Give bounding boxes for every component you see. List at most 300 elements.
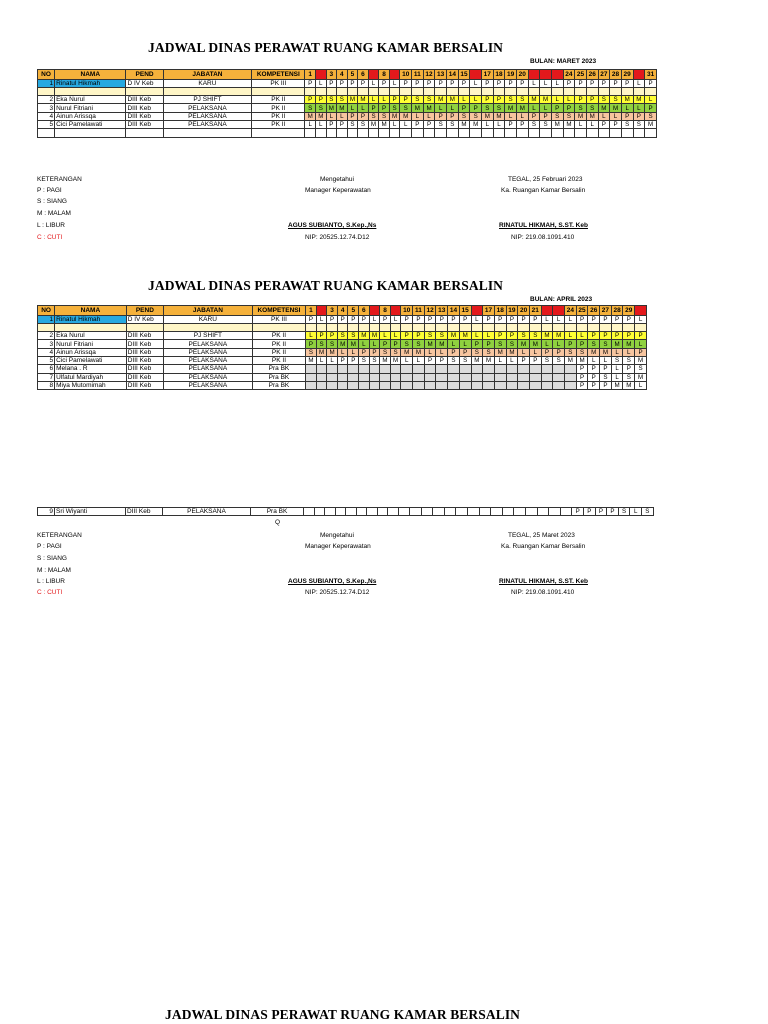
schedule1-title: JADWAL DINAS PERAWAT RUANG KAMAR BERSALIN (148, 40, 504, 55)
empty-cell (506, 323, 518, 331)
shift-cell: P (623, 332, 635, 340)
shift-cell: S (447, 120, 459, 128)
shift-cell (494, 365, 506, 373)
shift-cell: L (380, 332, 391, 340)
shift-cell: S (459, 356, 471, 364)
empty-cell (337, 129, 348, 137)
shift-cell: M (623, 381, 635, 389)
header-day: 13 (436, 306, 448, 316)
empty-cell (390, 323, 401, 331)
header-no: NO (38, 306, 55, 316)
row-number: 1 (38, 79, 55, 87)
header-day: 24 (565, 306, 577, 316)
shift-cell: L (621, 104, 633, 112)
shift-cell: P (306, 315, 317, 323)
shift-cell: S (448, 356, 460, 364)
shift-cell: S (305, 104, 316, 112)
shift-cell: P (400, 96, 412, 104)
table-row (38, 356, 647, 364)
shift-cell: S (423, 96, 435, 104)
shift-cell: P (305, 96, 316, 104)
shift-cell: P (600, 365, 612, 373)
empty-cell (610, 129, 622, 137)
schedule2-month: BULAN: APRIL 2023 (530, 296, 593, 303)
shift-cell (491, 508, 503, 516)
row-number: 7 (38, 373, 55, 381)
shift-cell: P (436, 356, 448, 364)
shift-cell (459, 373, 471, 381)
education: DIII Keb (126, 340, 163, 348)
empty-cell (305, 87, 316, 95)
shift-cell: P (379, 79, 390, 87)
shift-cell (433, 508, 445, 516)
shift-cell: P (584, 508, 596, 516)
shift-cell: L (390, 315, 401, 323)
shift-cell: L (316, 120, 327, 128)
empty-cell (359, 323, 370, 331)
competency: PK III (252, 79, 305, 87)
shift-cell: L (337, 112, 348, 120)
nurse-name: Melana . R (55, 365, 127, 373)
empty-cell (347, 129, 358, 137)
shift-cell: P (588, 373, 600, 381)
empty-cell (38, 323, 55, 331)
manager2-label: Manager Keperawatan (305, 543, 371, 550)
empty-cell (541, 323, 553, 331)
legend2-title: KETERANGAN (37, 532, 82, 539)
shift-cell (337, 381, 348, 389)
row-number: 4 (38, 348, 55, 356)
shift-cell (356, 508, 367, 516)
shift-cell: M (368, 120, 379, 128)
shift-cell (369, 373, 380, 381)
header-day: 19 (505, 70, 517, 80)
shift-cell: P (327, 315, 338, 323)
shift-cell: P (348, 356, 359, 364)
ka-ruangan2-label: Ka. Ruangan Kamar Bersalin (501, 543, 586, 550)
competency: PK II (252, 120, 305, 128)
shift-cell: P (389, 96, 400, 104)
shift-cell: L (401, 356, 413, 364)
shift-cell: P (588, 381, 600, 389)
shift-cell: P (380, 340, 391, 348)
shift-cell: M (401, 348, 413, 356)
shift-cell (526, 508, 538, 516)
shift-cell: M (305, 112, 316, 120)
header-day: 4 (337, 70, 348, 80)
shift-cell: S (518, 332, 530, 340)
shift-cell (483, 381, 495, 389)
header-day: 8 (380, 306, 391, 316)
position: PELAKSANA (164, 381, 253, 389)
shift-cell: M (540, 96, 552, 104)
shift-cell: M (493, 112, 505, 120)
shift-cell: L (368, 96, 379, 104)
shift-cell: P (529, 356, 541, 364)
shift-cell (541, 381, 553, 389)
shift-cell: S (470, 112, 482, 120)
competency: PK II (252, 332, 305, 340)
shift-cell: P (470, 104, 482, 112)
shift-cell: S (326, 96, 337, 104)
header-day: 16 (470, 70, 482, 80)
shift-cell: L (541, 315, 553, 323)
shift-cell: M (635, 373, 647, 381)
shift-cell: M (326, 104, 337, 112)
education: D IV Keb (126, 315, 163, 323)
header-day: 17 (483, 306, 495, 316)
shift-cell (471, 381, 483, 389)
shift-cell (483, 373, 495, 381)
header-day: 9 (389, 70, 400, 80)
shift-cell: L (598, 112, 610, 120)
shift-cell: L (610, 112, 622, 120)
shift-cell: P (586, 96, 598, 104)
shift-cell: P (505, 79, 517, 87)
table-row (38, 315, 647, 323)
education: D IV Keb (126, 79, 163, 87)
shift-cell: S (563, 112, 575, 120)
header-day: 23 (551, 70, 563, 80)
shift-cell (502, 508, 514, 516)
header-day: 25 (576, 306, 588, 316)
shift-cell: S (379, 112, 390, 120)
table-row (38, 508, 654, 516)
shift-cell (518, 381, 530, 389)
header-row (38, 306, 647, 316)
empty-cell (368, 129, 379, 137)
position: PELAKSANA (164, 340, 253, 348)
shift-cell: M (645, 120, 657, 128)
shift-cell: P (380, 315, 391, 323)
shift-cell: S (621, 120, 633, 128)
shift-cell: L (471, 332, 483, 340)
shift-cell (380, 373, 391, 381)
empty-cell (470, 87, 482, 95)
shift-cell: P (305, 79, 316, 87)
shift-cell: P (412, 79, 424, 87)
shift-cell: M (400, 112, 412, 120)
shift-cell: L (389, 120, 400, 128)
shift-cell: L (529, 348, 541, 356)
shift-cell (325, 508, 336, 516)
shift-cell: P (553, 348, 565, 356)
competency: PK II (252, 104, 305, 112)
shift-cell: M (586, 112, 598, 120)
shift-cell (537, 508, 549, 516)
table-row (38, 332, 647, 340)
header-day: 5 (348, 306, 359, 316)
legend2-pagi: P : PAGI (37, 543, 62, 550)
nurse-name: Rinatul Hikmah (55, 79, 126, 87)
shift-cell (518, 373, 530, 381)
header-row (38, 70, 657, 80)
header-day: 29 (621, 70, 633, 80)
shift-cell (316, 373, 327, 381)
schedule3-title: JADWAL DINAS PERAWAT RUANG KAMAR BERSALIN (165, 1007, 521, 1022)
shift-cell (553, 381, 565, 389)
shift-cell: M (436, 340, 448, 348)
position: PELAKSANA (164, 373, 253, 381)
empty-cell (540, 87, 552, 95)
shift-cell (421, 508, 433, 516)
shift-cell: P (448, 348, 460, 356)
empty-cell (551, 129, 563, 137)
position: KARU (164, 315, 253, 323)
shift-cell: P (595, 508, 607, 516)
shift-cell: P (459, 315, 471, 323)
shift-cell: L (635, 340, 647, 348)
shift-cell: P (413, 315, 425, 323)
shift-cell (456, 508, 468, 516)
shift-cell: L (493, 120, 505, 128)
shift-cell (436, 381, 448, 389)
header-day: 17 (481, 70, 493, 80)
row-number: 3 (38, 104, 55, 112)
shift-cell: P (506, 332, 518, 340)
header-day: 3 (326, 70, 337, 80)
competency: PK II (252, 96, 305, 104)
empty-cell (379, 87, 390, 95)
empty-cell (623, 323, 635, 331)
shift-cell: P (368, 104, 379, 112)
shift-cell: M (458, 120, 470, 128)
empty-cell (633, 129, 645, 137)
shift-cell: L (551, 79, 563, 87)
shift-cell: P (586, 79, 598, 87)
legend2-siang: S : SIANG (37, 555, 67, 562)
shift-cell: M (621, 96, 633, 104)
shift-cell: M (598, 104, 610, 112)
empty-cell (305, 129, 316, 137)
empty-cell (316, 323, 327, 331)
shift-cell: S (576, 348, 588, 356)
shift-cell: L (369, 315, 380, 323)
position: PJ SHIFT (163, 96, 251, 104)
shift-cell: M (611, 381, 623, 389)
shift-cell: L (447, 104, 459, 112)
shift-cell: M (551, 120, 563, 128)
shift-cell: L (528, 79, 540, 87)
shift-cell (444, 508, 456, 516)
mengetahui2-label: Mengetahui (320, 532, 354, 539)
empty-cell (55, 323, 127, 331)
empty-cell (252, 129, 305, 137)
shift-cell: P (588, 365, 600, 373)
shift-cell: P (483, 340, 495, 348)
shift-cell: M (379, 120, 390, 128)
competency: Pra BK (252, 365, 305, 373)
shift-cell: M (348, 340, 359, 348)
header-day: 14 (447, 70, 459, 80)
position: PELAKSANA (163, 104, 251, 112)
shift-cell: S (412, 96, 424, 104)
shift-cell: M (611, 340, 623, 348)
empty-cell (505, 129, 517, 137)
shift-cell (448, 381, 460, 389)
signature1-name: AGUS SUBIANTO, S.Kep.,Ns (288, 222, 377, 229)
shift-cell: M (494, 348, 506, 356)
shift-cell: M (316, 112, 327, 120)
header-day: 3 (327, 306, 338, 316)
shift-cell (314, 508, 325, 516)
shift-cell: S (586, 104, 598, 112)
shift-cell (304, 508, 315, 516)
shift-cell (553, 373, 565, 381)
shift-cell (518, 365, 530, 373)
shift-cell (448, 365, 460, 373)
shift-cell: P (621, 112, 633, 120)
shift-cell: S (316, 340, 327, 348)
shift-cell: S (623, 356, 635, 364)
empty-cell (518, 323, 530, 331)
table-row (38, 373, 647, 381)
empty-cell (368, 87, 379, 95)
row-number: 1 (38, 315, 55, 323)
shift-cell (348, 381, 359, 389)
empty-cell (447, 129, 459, 137)
shift-cell: P (379, 104, 390, 112)
empty-cell (436, 323, 448, 331)
shift-cell: P (528, 112, 540, 120)
shift-cell: S (623, 373, 635, 381)
signature2-nip: NIP: 219.08.1091.410 (511, 234, 575, 241)
shift-cell: M (447, 96, 459, 104)
table-row (38, 112, 657, 120)
row-number: 5 (38, 120, 55, 128)
header-day: 11 (413, 306, 425, 316)
shift-cell: M (516, 104, 528, 112)
shift-cell: L (436, 348, 448, 356)
shift-cell: M (575, 112, 587, 120)
shift-cell: S (436, 332, 448, 340)
empty-cell (316, 129, 327, 137)
empty-cell (635, 323, 647, 331)
shift-cell: P (494, 332, 506, 340)
shift-cell: L (348, 348, 359, 356)
shift-cell: M (541, 332, 553, 340)
header-day: 12 (423, 70, 435, 80)
shift-cell: S (575, 104, 587, 112)
shift-cell: P (423, 79, 435, 87)
header-day: 25 (575, 70, 587, 80)
shift-cell: L (390, 332, 401, 340)
shift-cell: L (458, 96, 470, 104)
shift-cell (541, 365, 553, 373)
shift-cell: S (635, 365, 647, 373)
shift-cell: M (316, 348, 327, 356)
shift-cell: M (412, 104, 424, 112)
shift-cell: P (598, 79, 610, 87)
empty-cell (55, 129, 126, 137)
position: PELAKSANA (163, 508, 251, 516)
shift-cell: L (471, 315, 483, 323)
header-day: 14 (448, 306, 460, 316)
shift-cell: S (337, 96, 348, 104)
empty-cell (163, 87, 251, 95)
shift-cell: P (541, 348, 553, 356)
shift-cell: M (470, 120, 482, 128)
shift-cell (560, 508, 572, 516)
competency: Pra BK (252, 373, 305, 381)
header-day: 27 (600, 306, 612, 316)
shift-cell: L (563, 96, 575, 104)
shift-cell: M (553, 332, 565, 340)
signature4-nip: NIP: 219.08.1091.410 (511, 589, 575, 596)
shift-cell: P (458, 79, 470, 87)
empty-cell (481, 87, 493, 95)
shift-cell: P (424, 315, 436, 323)
header-day: 7 (368, 70, 379, 80)
shift-cell: S (306, 348, 317, 356)
nurse-name: Cici Pamelawati (55, 120, 126, 128)
empty-cell (551, 87, 563, 95)
shift-cell (483, 365, 495, 373)
header-pend: PEND (126, 306, 163, 316)
shift-cell (471, 373, 483, 381)
shift-cell: S (600, 340, 612, 348)
shift-cell (390, 373, 401, 381)
shift-cell (306, 373, 317, 381)
empty-cell (633, 87, 645, 95)
competency: Pra BK (252, 381, 305, 389)
table-row (38, 340, 647, 348)
shift-cell (337, 373, 348, 381)
empty-cell (358, 129, 369, 137)
shift-cell: P (447, 79, 459, 87)
nurse-name: Ainun Arissqa (55, 112, 126, 120)
header-jabatan: JABATAN (163, 70, 251, 80)
shift-cell: M (588, 348, 600, 356)
shift-cell (401, 381, 413, 389)
shift-cell (436, 373, 448, 381)
shift-cell: P (633, 112, 645, 120)
competency: PK III (252, 315, 305, 323)
shift-cell: P (369, 348, 380, 356)
shift-cell: M (576, 356, 588, 364)
shift-cell (337, 365, 348, 373)
shift-cell: S (540, 120, 552, 128)
competency: PK II (252, 112, 305, 120)
shift-cell: L (494, 356, 506, 364)
shift-cell: S (400, 104, 412, 112)
shift-cell: P (518, 356, 530, 364)
row-number: 2 (38, 332, 55, 340)
shift-cell: L (505, 112, 517, 120)
competency: PK II (252, 348, 305, 356)
header-day: 8 (379, 70, 390, 80)
empty-cell (563, 129, 575, 137)
shift-cell: P (493, 79, 505, 87)
shift-cell: S (494, 340, 506, 348)
shift-cell: P (483, 315, 495, 323)
shift-cell: M (337, 104, 348, 112)
header-day: 26 (586, 70, 598, 80)
shift-cell (390, 381, 401, 389)
header-day: 21 (528, 70, 540, 80)
header-day: 21 (529, 306, 541, 316)
empty-cell (412, 87, 424, 95)
shift-cell: S (483, 348, 495, 356)
shift-cell: P (358, 112, 369, 120)
empty-cell (471, 323, 483, 331)
empty-cell (621, 87, 633, 95)
shift-cell: L (470, 79, 482, 87)
row-number: 2 (38, 96, 55, 104)
empty-cell (610, 87, 622, 95)
shift-cell: L (635, 315, 647, 323)
empty-cell (252, 87, 305, 95)
